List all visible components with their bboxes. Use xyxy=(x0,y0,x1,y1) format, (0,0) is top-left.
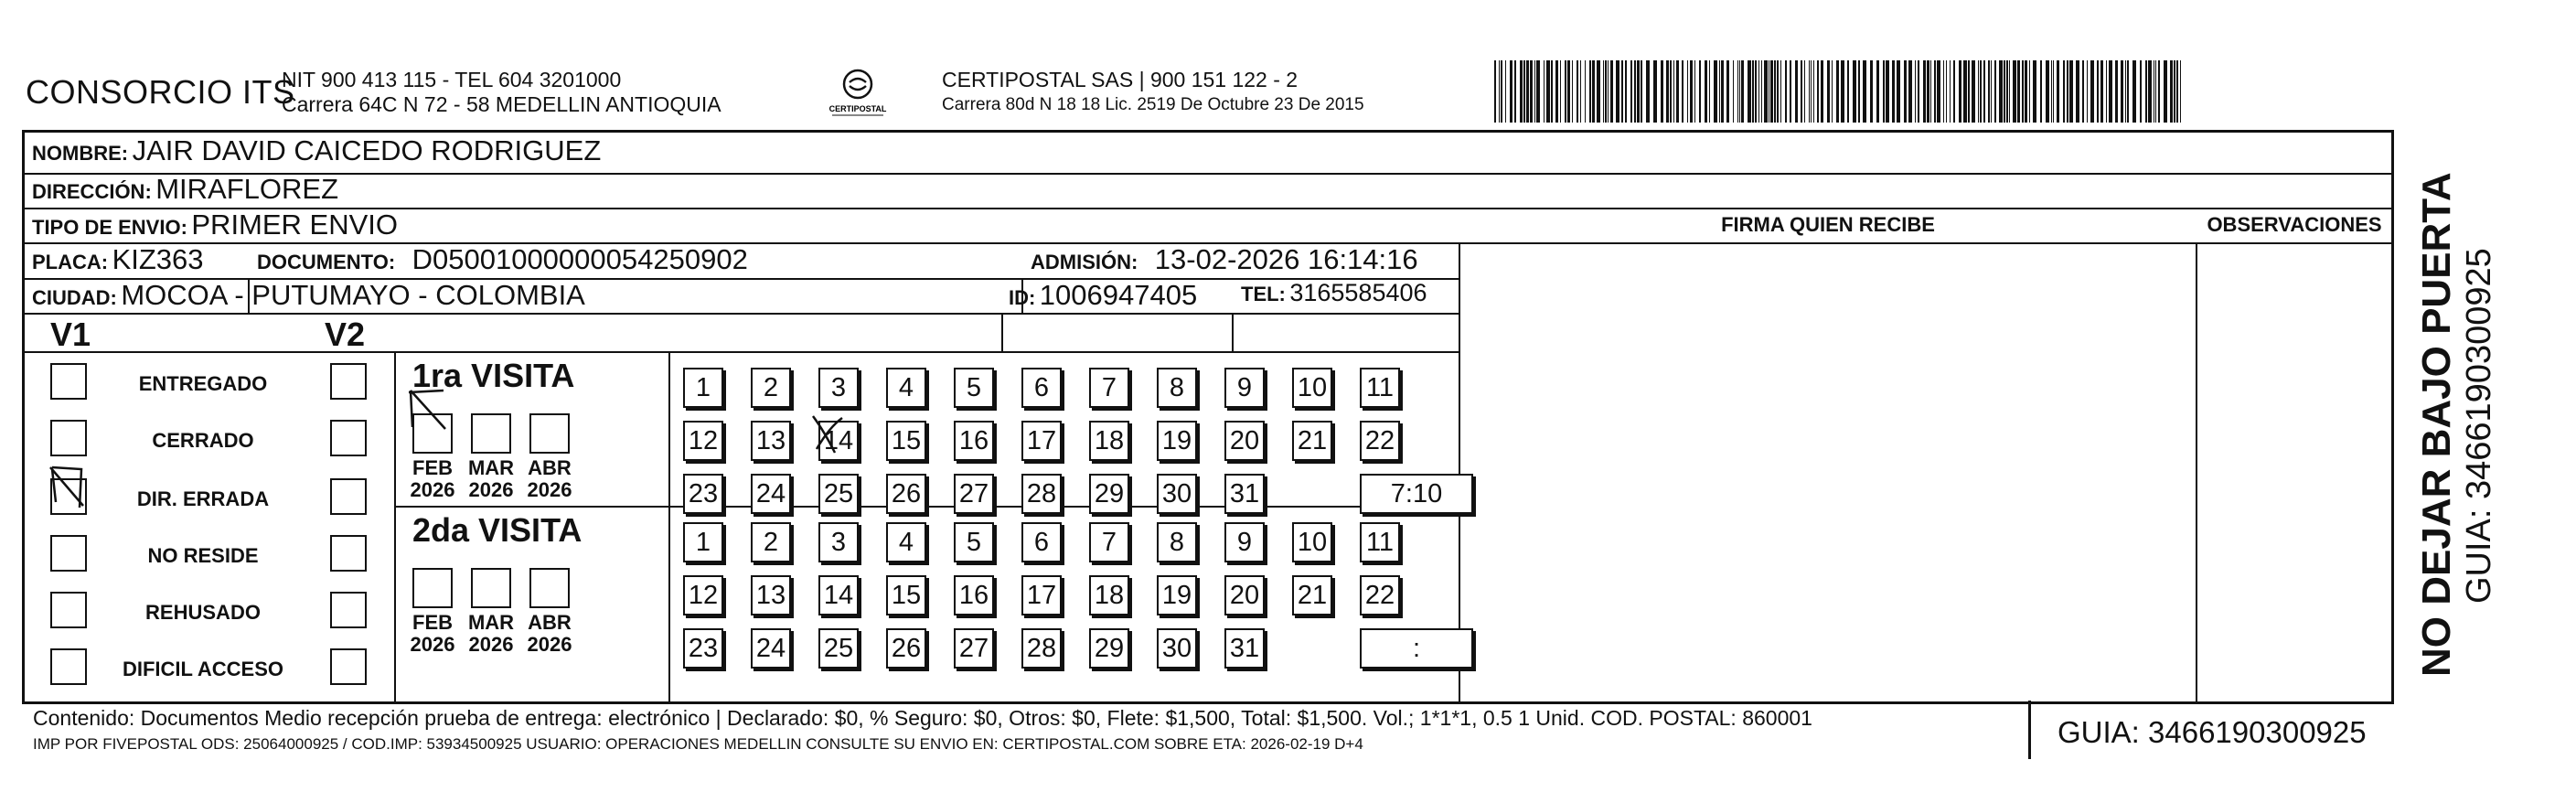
day-box[interactable]: 10 xyxy=(1292,368,1332,408)
documento-value: D05001000000054250902 xyxy=(412,243,748,275)
day-box[interactable]: 20 xyxy=(1224,421,1265,461)
day-box[interactable]: 27 xyxy=(954,474,994,514)
day-box[interactable]: 14 xyxy=(818,421,859,461)
day-box[interactable]: 19 xyxy=(1157,575,1197,615)
day-14-mark xyxy=(813,416,842,453)
day-box[interactable]: 1 xyxy=(683,368,723,408)
day-box[interactable]: 23 xyxy=(683,628,723,669)
month-year: 2026 xyxy=(468,633,514,656)
direccion-value: MIRAFLOREZ xyxy=(155,173,339,205)
day-box[interactable]: 19 xyxy=(1157,421,1197,461)
day-box[interactable]: 9 xyxy=(1224,522,1265,562)
day-box[interactable]: 10 xyxy=(1292,522,1332,562)
day-box[interactable]: 22 xyxy=(1360,575,1400,615)
day-box[interactable]: 8 xyxy=(1157,368,1197,408)
day-box[interactable]: 14 xyxy=(818,575,859,615)
footer-content-line: Contenido: Documentos Medio recepción prueba de entrega: electrónico | Declarado: $0, % Seguro: $0, Otros: $0, Flete: $1,500, Total: $1,500. Vol.; 1*1*1, 0.5 1 Unid. COD. POSTAL: 860001 xyxy=(33,706,1812,730)
admision-label: ADMISIÓN: xyxy=(1031,251,1138,273)
svg-text:CERTIPOSTAL: CERTIPOSTAL xyxy=(828,104,887,113)
tel-label: TEL: xyxy=(1241,283,1286,305)
day-box[interactable]: 2 xyxy=(751,368,791,408)
month-year: 2026 xyxy=(468,478,514,501)
status-option-label: REHUSADO xyxy=(145,601,261,624)
observaciones-header: OBSERVACIONES xyxy=(2207,213,2382,236)
day-box[interactable]: 22 xyxy=(1360,421,1400,461)
status-option-label: CERRADO xyxy=(152,429,254,452)
month-year: 2026 xyxy=(527,633,572,656)
day-box[interactable]: 24 xyxy=(751,628,791,669)
day-box[interactable]: 4 xyxy=(886,368,926,408)
day-box[interactable]: 12 xyxy=(683,421,723,461)
company-nit: NIT 900 413 115 - TEL 604 3201000 xyxy=(282,68,622,91)
day-box[interactable]: 21 xyxy=(1292,421,1332,461)
id-value: 1006947405 xyxy=(1039,279,1198,311)
tipo-envio-value: PRIMER ENVIO xyxy=(191,209,399,241)
time-box[interactable]: 7:10 xyxy=(1360,474,1473,514)
day-box[interactable]: 28 xyxy=(1021,628,1062,669)
delivery-form xyxy=(22,130,2394,704)
day-box[interactable]: 5 xyxy=(954,368,994,408)
feb-1st-visit-mark xyxy=(409,391,445,429)
day-box[interactable]: 26 xyxy=(886,474,926,514)
day-box[interactable]: 27 xyxy=(954,628,994,669)
footer-divider xyxy=(2028,701,2031,759)
footer-print-line: IMP POR FIVEPOSTAL ODS: 25064000925 / COD.IMP: 53934500925 USUARIO: OPERACIONES MEDELLIN CONSULTE SU ENVIO EN: CERTIPOSTAL.COM SOBRE ETA: 2026-02-19 D+4 xyxy=(33,735,1363,753)
day-box[interactable]: 15 xyxy=(886,575,926,615)
day-box[interactable]: 31 xyxy=(1224,628,1265,669)
placa-label: PLACA: xyxy=(32,251,109,273)
month-year: 2026 xyxy=(527,478,572,501)
ciudad-label: CIUDAD: xyxy=(32,286,117,309)
tipo-envio-label: TIPO DE ENVIO: xyxy=(32,216,187,239)
day-box[interactable]: 12 xyxy=(683,575,723,615)
day-box[interactable]: 30 xyxy=(1157,474,1197,514)
month-name: MAR xyxy=(467,611,515,634)
month-year: 2026 xyxy=(410,478,455,501)
day-box[interactable]: 30 xyxy=(1157,628,1197,669)
month-name: ABR xyxy=(528,456,572,479)
v2-header: V2 xyxy=(325,316,366,353)
day-box[interactable]: 6 xyxy=(1021,368,1062,408)
day-box[interactable]: 1 xyxy=(683,522,723,562)
day-box[interactable]: 3 xyxy=(818,522,859,562)
nombre-label: NOMBRE: xyxy=(32,142,129,165)
day-box[interactable]: 25 xyxy=(818,628,859,669)
day-box[interactable]: 11 xyxy=(1360,368,1400,408)
day-box[interactable]: 4 xyxy=(886,522,926,562)
day-box[interactable]: 15 xyxy=(886,421,926,461)
visit-title: 1ra VISITA xyxy=(412,357,575,394)
certipostal-logo xyxy=(825,66,891,119)
day-box[interactable]: 17 xyxy=(1021,575,1062,615)
day-box[interactable]: 9 xyxy=(1224,368,1265,408)
day-box[interactable]: 24 xyxy=(751,474,791,514)
company-name: CONSORCIO ITS xyxy=(26,73,295,111)
footer-guia: GUIA: 3466190300925 xyxy=(2058,715,2367,749)
day-box[interactable]: 6 xyxy=(1021,522,1062,562)
day-box[interactable]: 21 xyxy=(1292,575,1332,615)
day-box[interactable]: 16 xyxy=(954,421,994,461)
carrier-address: Carrera 80d N 18 18 Lic. 2519 De Octubre 23 De 2015 xyxy=(942,95,1364,114)
day-box[interactable]: 8 xyxy=(1157,522,1197,562)
day-box[interactable]: 13 xyxy=(751,575,791,615)
side-notice: NO DEJAR BAJO PUERTA xyxy=(2414,172,2459,677)
side-guia: GUIA: 3466190300925 xyxy=(2460,248,2498,604)
day-box[interactable]: 23 xyxy=(683,474,723,514)
day-box[interactable]: 28 xyxy=(1021,474,1062,514)
v1-dir-errada-mark xyxy=(50,467,83,508)
time-box[interactable]: : xyxy=(1360,628,1473,669)
admision-value: 13-02-2026 16:14:16 xyxy=(1154,243,1418,275)
month-name: FEB xyxy=(412,456,453,479)
day-box[interactable]: 26 xyxy=(886,628,926,669)
day-box[interactable]: 3 xyxy=(818,368,859,408)
day-box[interactable]: 16 xyxy=(954,575,994,615)
day-box[interactable]: 18 xyxy=(1089,421,1129,461)
status-option-label: DIR. ERRADA xyxy=(136,487,270,510)
month-year: 2026 xyxy=(410,633,455,656)
month-name: ABR xyxy=(528,611,572,634)
barcode xyxy=(1492,60,2187,123)
status-option-label: ENTREGADO xyxy=(138,372,268,395)
day-box[interactable]: 7 xyxy=(1089,368,1129,408)
v1-header: V1 xyxy=(50,316,91,353)
status-option-label: DIFICIL ACCESO xyxy=(122,658,283,680)
firma-header: FIRMA QUIEN RECIBE xyxy=(1721,213,1935,236)
month-name: MAR xyxy=(467,456,515,479)
day-box[interactable]: 20 xyxy=(1224,575,1265,615)
nombre-value: JAIR DAVID CAICEDO RODRIGUEZ xyxy=(132,134,602,166)
day-box[interactable]: 31 xyxy=(1224,474,1265,514)
handwritten-marks xyxy=(25,133,1459,701)
day-box[interactable]: 18 xyxy=(1089,575,1129,615)
company-address: Carrera 64C N 72 - 58 MEDELLIN ANTIOQUIA xyxy=(282,92,721,116)
day-box[interactable]: 29 xyxy=(1089,628,1129,669)
company-info xyxy=(282,68,721,117)
day-box[interactable]: 5 xyxy=(954,522,994,562)
day-box[interactable]: 7 xyxy=(1089,522,1129,562)
day-box[interactable]: 13 xyxy=(751,421,791,461)
id-label: ID: xyxy=(1009,286,1036,309)
day-box[interactable]: 17 xyxy=(1021,421,1062,461)
documento-label: DOCUMENTO: xyxy=(257,251,396,273)
status-option-label: NO RESIDE xyxy=(147,544,259,567)
day-box[interactable]: 29 xyxy=(1089,474,1129,514)
placa-value: KIZ363 xyxy=(112,243,204,275)
day-box[interactable]: 2 xyxy=(751,522,791,562)
day-box[interactable]: 11 xyxy=(1360,522,1400,562)
month-name: FEB xyxy=(412,611,453,634)
carrier-name: CERTIPOSTAL SAS | 900 151 122 - 2 xyxy=(942,68,1299,91)
visit-title: 2da VISITA xyxy=(412,511,583,549)
tel-value: 3165585406 xyxy=(1289,279,1427,306)
day-box[interactable]: 25 xyxy=(818,474,859,514)
direccion-label: DIRECCIÓN: xyxy=(32,180,152,203)
ciudad-value: MOCOA - PUTUMAYO - COLOMBIA xyxy=(121,279,585,311)
carrier-info xyxy=(942,68,1364,117)
